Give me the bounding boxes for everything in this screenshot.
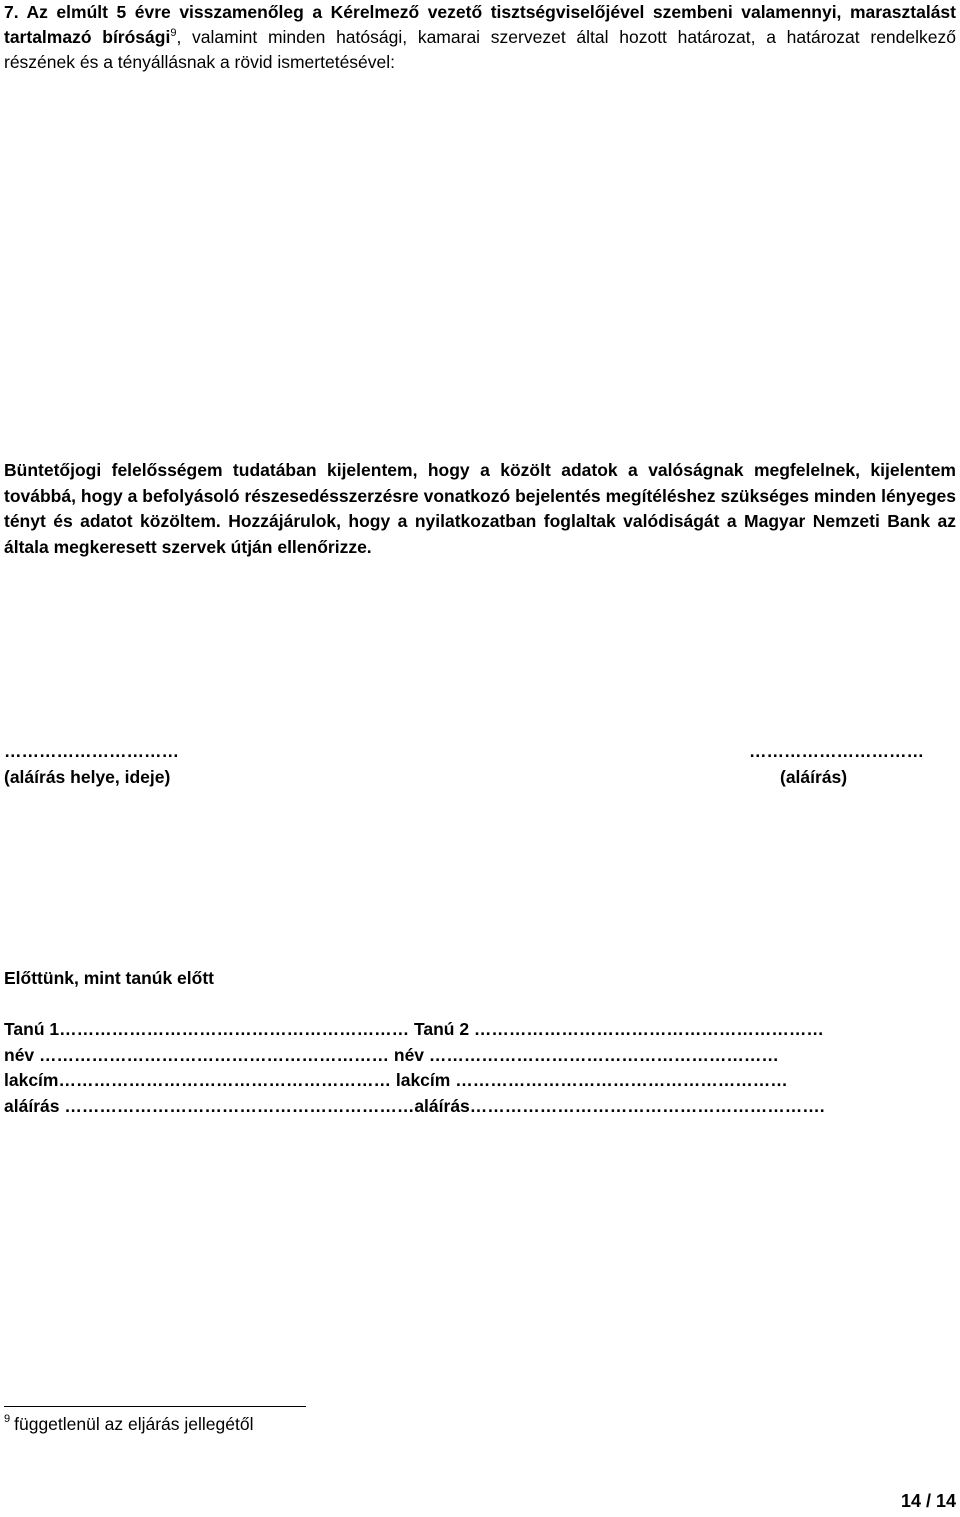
footnote-number: 9 bbox=[4, 1413, 11, 1425]
signature-place-date-dots: ………………………… bbox=[4, 741, 179, 761]
question-7-paragraph bbox=[4, 0, 956, 75]
witness-row-signature: aláírás ……………………………………………………aláírás……………………………………………………. bbox=[4, 1096, 825, 1116]
signature-dots: ………………………… bbox=[749, 741, 924, 761]
witnesses-heading: Előttünk, mint tanúk előtt bbox=[4, 968, 214, 988]
footnote bbox=[4, 1414, 253, 1435]
footnote-reference: 9 bbox=[170, 27, 177, 39]
signature-label: (aláírás) bbox=[780, 767, 848, 787]
signature-place-date-label: (aláírás helye, ideje) bbox=[4, 767, 171, 787]
footnote-separator bbox=[4, 1406, 306, 1407]
witness-row-name: név …………………………………………………… név …………………………………………………… bbox=[4, 1045, 779, 1065]
page-number: 14 / 14 bbox=[900, 1491, 956, 1511]
question-7-continuation: , valamint minden hatósági, kamarai szervezet által hozott határozat, a határozat rendelkező részének és a tényállásnak a rövid ismertetésével: bbox=[4, 27, 956, 72]
witness-row-title: Tanú 1…………………………………………………… Tanú 2 …………………………………………………… bbox=[4, 1019, 824, 1039]
footnote-text: függetlenül az eljárás jellegétől bbox=[14, 1414, 254, 1434]
witness-row-address: lakcím………………………………………………… lakcím ………………………………………………… bbox=[4, 1070, 788, 1090]
question-7-intro: 7. Az elmúlt 5 évre visszamenőleg a Kérelmező vezető tisztségviselőjével szembeni valamennyi, marasztalást tartalmazó bírósági bbox=[4, 2, 956, 47]
declaration-paragraph: Büntetőjogi felelősségem tudatában kijelentem, hogy a közölt adatok a valóságnak megfelelnek, kijelentem továbbá, hogy a befolyásoló részesedésszerzésre vonatkozó bejelentés megítéléshez szükséges minden lényeges tényt és adatot közöltem. Hozzájárulok, hogy a nyilatkozatban foglaltak valódiságát a Magyar Nemzeti Bank az általa megkeresett szervek útján ellenőrizze. bbox=[4, 460, 956, 558]
